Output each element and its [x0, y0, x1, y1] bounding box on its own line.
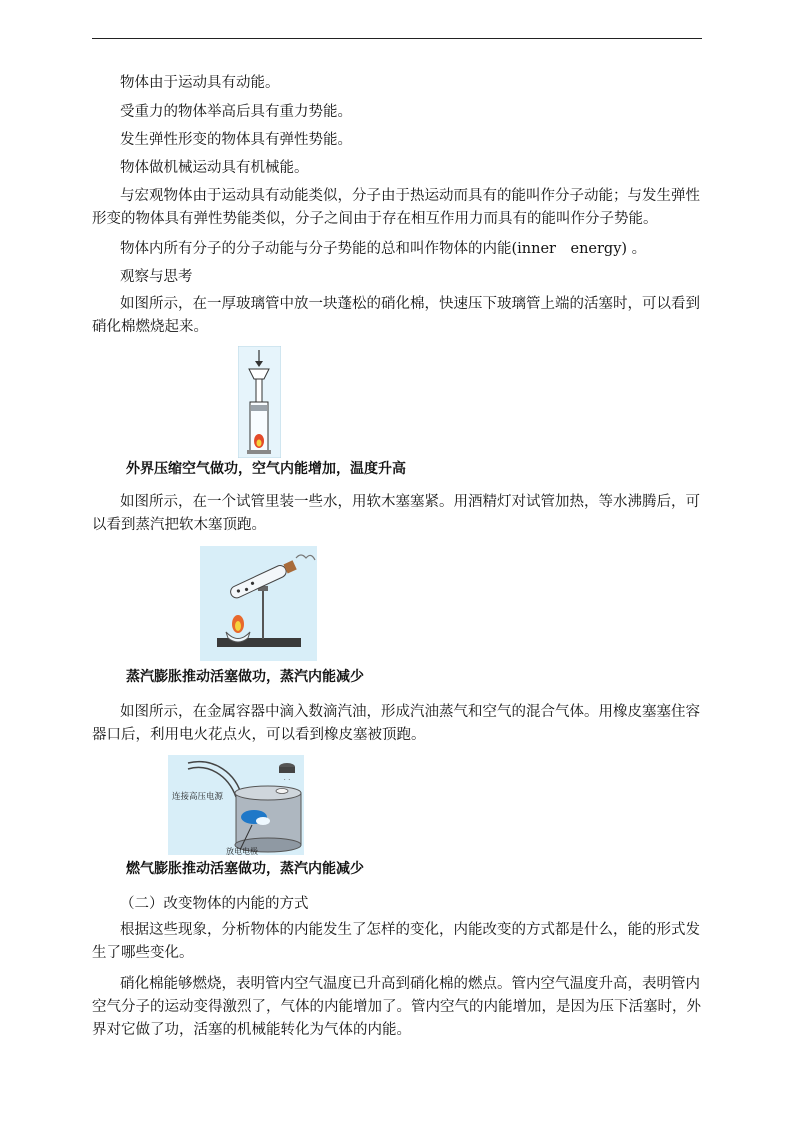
- svg-text:· ·: · ·: [283, 776, 291, 784]
- paragraph-analysis: 根据这些现象，分析物体的内能发生了怎样的变化，内能改变的方式都是什么，能的形式发生了哪些变化。: [92, 922, 700, 961]
- paragraph-internal-energy-definition: 物体内所有分子的分子动能与分子势能的总和叫作物体的内能(inner energy) 。: [120, 241, 647, 257]
- label-high-voltage: 连接高压电源: [172, 792, 224, 802]
- figure-gas-container: [168, 755, 304, 855]
- figure-1-caption: 外界压缩空气做功，空气内能增加，温度升高: [126, 461, 406, 477]
- section-change-internal-energy: （二）改变物体的内能的方式: [120, 896, 309, 912]
- paragraph-experiment-2: 如图所示，在一个试管里装一些水，用软木塞塞紧。用酒精灯对试管加热，等水沸腾后，可以看到蒸汽把软木塞顶跑。: [92, 494, 700, 533]
- label-discharge-electrode: 放电电极: [226, 847, 258, 855]
- paragraph-experiment-3: 如图所示，在金属容器中滴入数滴汽油，形成汽油蒸气和空气的混合气体。用橡皮塞塞住容器口后，利用电火花点火，可以看到橡皮塞被顶跑。: [92, 704, 700, 743]
- paragraph-mechanical-energy: 物体做机械运动具有机械能。: [120, 160, 309, 176]
- paragraph-kinetic-energy: 物体由于运动具有动能。: [120, 75, 280, 91]
- section-observe-think: 观察与思考: [120, 269, 193, 285]
- figure-compression-tube: [238, 346, 281, 458]
- paragraph-experiment-1: 如图所示，在一厚玻璃管中放一块蓬松的硝化棉，快速压下玻璃管上端的活塞时，可以看到硝化棉燃烧起来。: [92, 296, 700, 335]
- figure-3-caption: 燃气膨胀推动活塞做功，蒸汽内能减少: [126, 861, 364, 877]
- paragraph-gravitational-potential: 受重力的物体举高后具有重力势能。: [120, 104, 352, 120]
- figure-steam-test-tube: [200, 546, 317, 661]
- paragraph-explanation: 硝化棉能够燃烧，表明管内空气温度已升高到硝化棉的燃点。管内空气温度升高，表明管内空气分子的运动变得激烈了，气体的内能增加了。管内空气的内能增加，是因为压下活塞时，外界对它做了功，活塞的机械能转化为气体的内能。: [92, 976, 701, 1038]
- header-rule: [92, 38, 702, 39]
- paragraph-molecular-energy: 与宏观物体由于运动具有动能类似，分子由于热运动而具有的能叫作分子动能；与发生弹性形变的物体具有弹性势能类似，分子之间由于存在相互作用力而具有的能叫作分子势能。: [92, 188, 700, 227]
- paragraph-elastic-potential: 发生弹性形变的物体具有弹性势能。: [120, 132, 352, 148]
- figure-2-caption: 蒸汽膨胀推动活塞做功，蒸汽内能减少: [126, 669, 364, 685]
